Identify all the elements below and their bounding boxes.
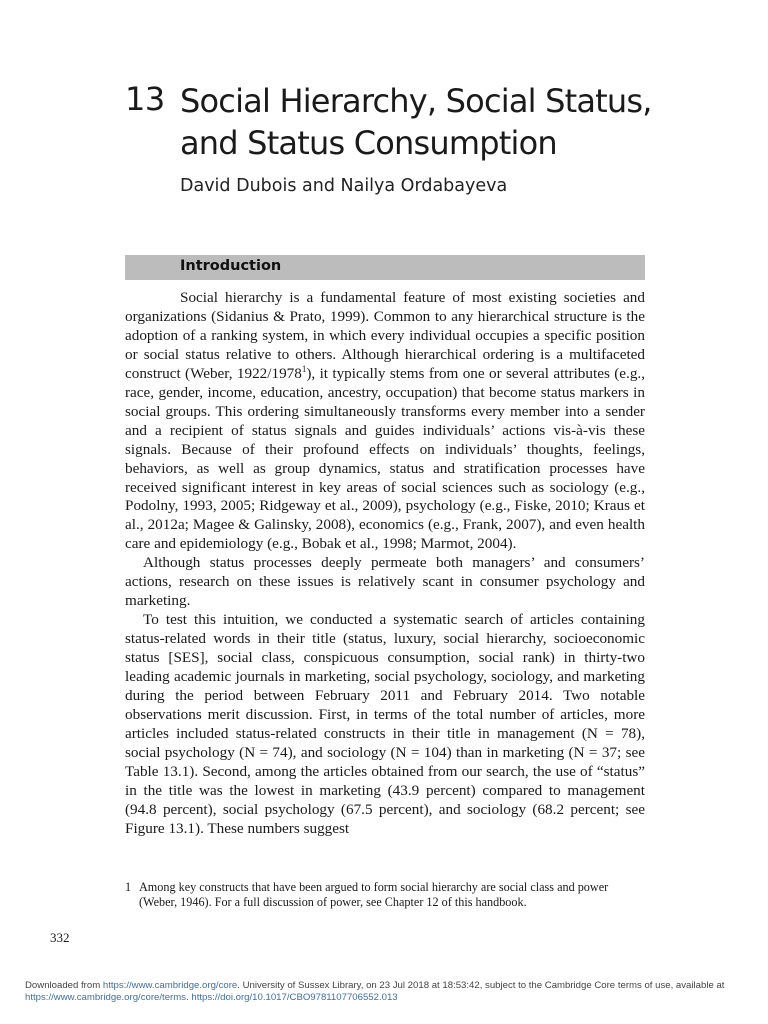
section-header-bar <box>125 255 645 280</box>
paragraph-1-text-b: ), it typically stems from one or several attributes (e.g., race, gender, income, education, ancestry, occupation) that become status markers in social groups. This ordering simultaneously transforms every member into a sender and a recipient of status signals and guides individuals’ actions vis-à-vis these signals. Because of their profound effects on individuals’ thoughts, feelings, behaviors, as well as group dynamics, status and stratification processes have received significant interest in key areas of social sciences such as sociology (e.g., Podolny, 1993, 2005; Ridgeway et al., 2009), psychology (e.g., Fiske, 2010; Kraus et al., 2012a; Magee & Galinsky, 2008), economics (e.g., Frank, 2007), and even health care and epidemiology (e.g., Bobak et al., 1998; Marmot, 2004). <box>125 364 646 553</box>
chapter-number: 13 <box>125 80 165 118</box>
paragraph-2: Although status processes deeply permeate both managers’ and consumers’ actions, research on these issues is relatively scant in consumer psychology and marketing. <box>125 554 645 610</box>
chapter-title-line-2: and Status Consumption <box>180 124 557 162</box>
download-middle: . University of Sussex Library, on 23 Jul 2018 at 18:53:42, subject to the Cambridge Core terms of use, available at <box>237 980 725 991</box>
footnote-text-1: Among key constructs that have been argued to form social hierarchy are social class and power <box>139 880 609 894</box>
footnote <box>125 880 645 910</box>
footnote-reference: 1 <box>301 363 307 374</box>
footnote-marker: 1 <box>125 880 132 894</box>
section-heading: Introduction <box>180 258 282 274</box>
paragraph-1 <box>125 289 645 554</box>
paragraph-3: To test this intuition, we conducted a systematic search of articles containing status-related words in their title (status, luxury, social hierarchy, socioeconomic status [SES], social class, conspicuous consumption, social rank) in thirty-two leading academic journals in marketing, social psychology, sociology, and marketing during the period between February 2011 and February 2014. Two notable observations merit discussion. First, in terms of the total number of articles, more articles included status-related constructs in their title in management (N = 78), social psychology (N = 74), and sociology (N = 104) than in marketing (N = 37; see Table 13.1). Second, among the articles obtained from our search, the use of “status” in the title was the lowest in marketing (43.9 percent) compared to management (94.8 percent), social psychology (67.5 percent), and sociology (68.2 percent; see Figure 13.1). These numbers suggest <box>125 611 645 837</box>
chapter-title-line-1: Social Hierarchy, Social Status, <box>180 82 652 120</box>
chapter-authors: David Dubois and Nailya Ordabayeva <box>180 176 508 196</box>
terms-link[interactable]: https://www.cambridge.org/core/terms <box>25 992 187 1003</box>
cambridge-core-link[interactable]: https://www.cambridge.org/core <box>102 980 238 991</box>
download-prefix: Downloaded from <box>25 980 103 991</box>
body-text <box>125 289 645 839</box>
footnote-line-2: (Weber, 1946). For a full discussion of power, see Chapter 12 of this handbook. <box>139 895 527 909</box>
doi-link[interactable]: https://doi.org/10.1017/CBO9781107706552.013 <box>191 992 398 1003</box>
page-number: 332 <box>50 930 70 945</box>
paragraph-1-text-a: Social hierarchy is a fundamental feature of most existing societies and organizations (Sidanius & Prato, 1999). Common to any hierarchical structure is the adoption of a ranking system, in which every individual occupies a specific position or social status relative to others. Although hierarchical ordering is a multifaceted construct (Weber, 1922/1978 <box>125 289 645 382</box>
download-separator: . <box>186 992 192 1003</box>
download-notice <box>25 980 745 1004</box>
chapter-title <box>180 80 680 164</box>
footnote-line-1 <box>125 880 645 895</box>
